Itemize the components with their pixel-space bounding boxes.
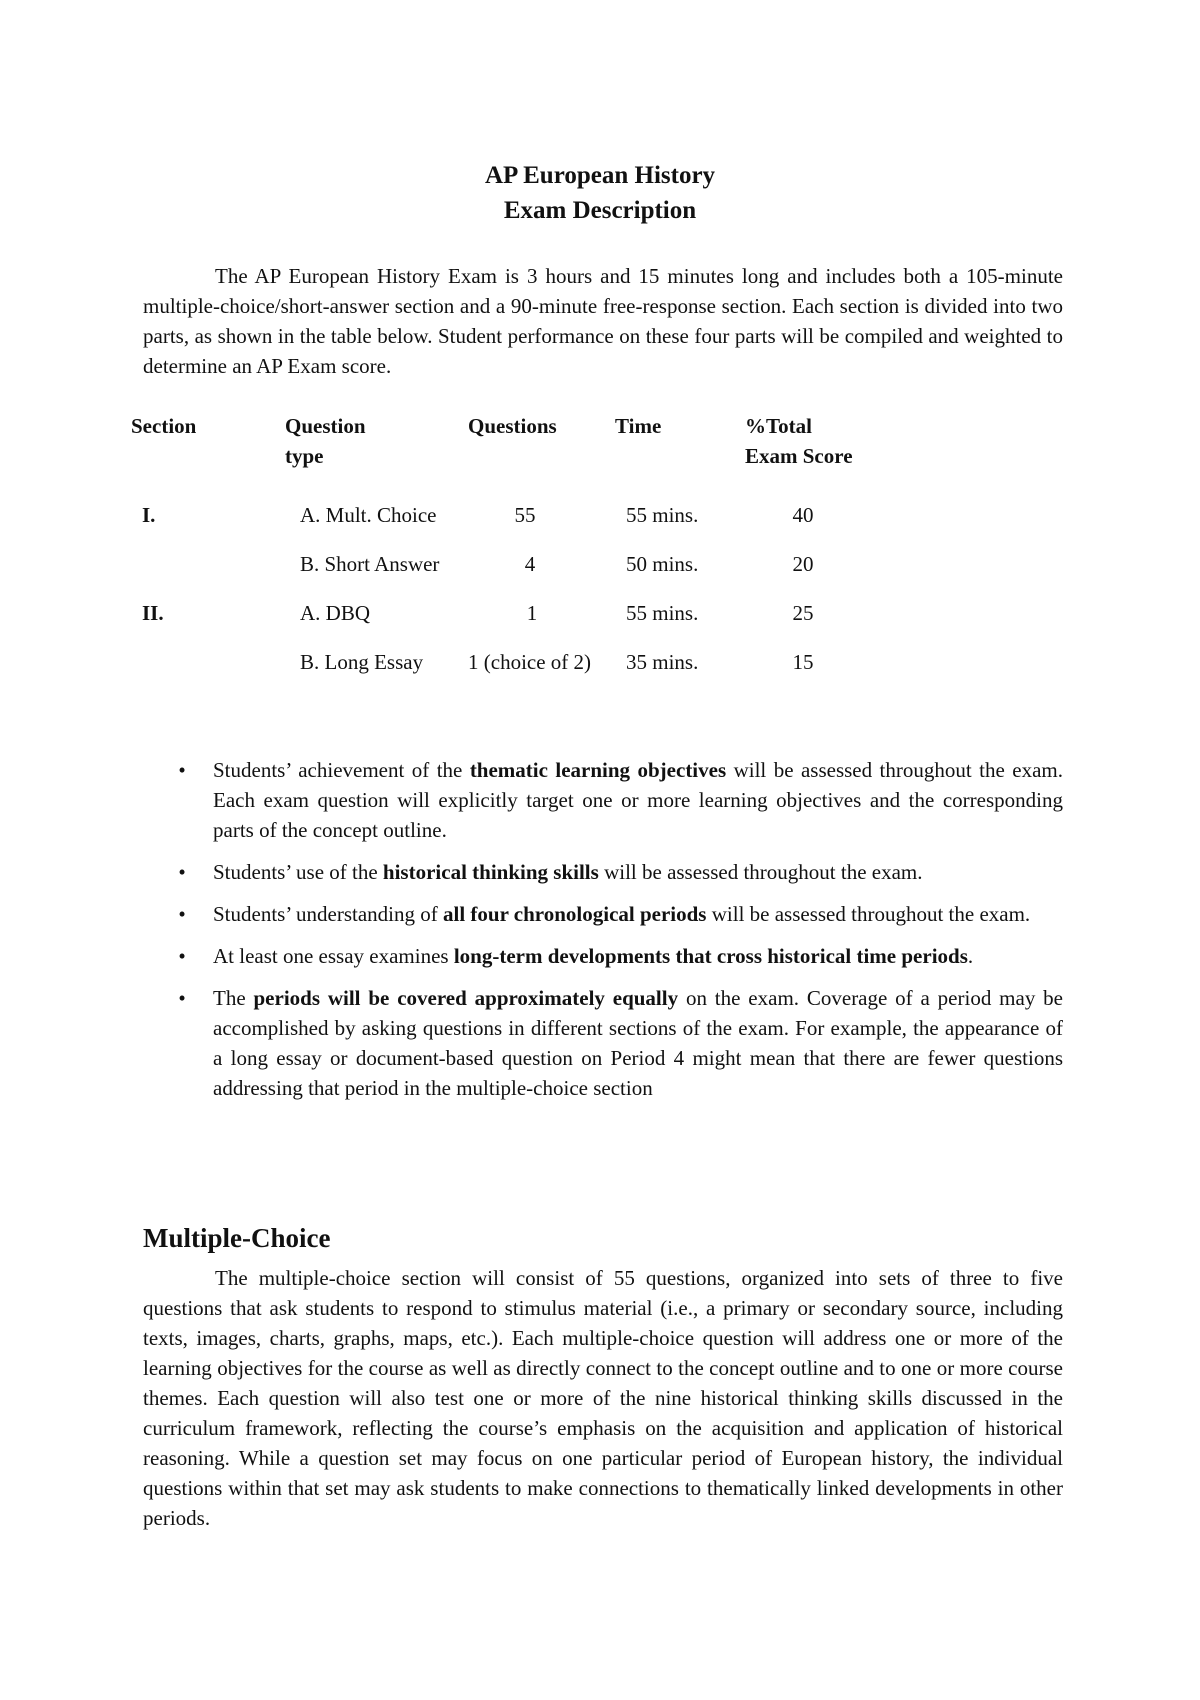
document-title xyxy=(0,158,1200,228)
list-item xyxy=(143,941,1063,971)
multiple-choice-paragraph: The multiple-choice section will consist of 55 questions, organized into sets of three to five questions that ask students to respond to stimulus material (i.e., a primary or secondary source, including texts, images, charts, graphs, maps, etc.). Each multiple-choice question will address one or more of the learning objectives for the course as well as directly connect to the concept outline and to one or more course themes. Each question will also test one or more of the nine historical thinking skills discussed in the curriculum framework, reflecting the course’s emphasis on the acquisition and application of historical reasoning. While a question set may focus on one particular period of European history, the individual questions within that set may ask students to make connections to thematically linked developments in other periods. xyxy=(143,1266,1063,1530)
list-item xyxy=(143,899,1063,929)
header-question-type-line2: type xyxy=(285,444,324,468)
bullet-text: on the exam. Coverage of a period may be accomplished by asking questions in different sections of the exam. For example, the appearance of a long essay or document-based question on Period 4 might mean that there are fewer questions addressing that period in the multiple-choice section xyxy=(213,986,1063,1100)
bullet-text: Students’ understanding of xyxy=(213,902,443,926)
list-item xyxy=(143,983,1063,1103)
multiple-choice-heading: Multiple-Choice xyxy=(143,1223,331,1253)
table-cell-questions: 1 (choice of 2) xyxy=(468,650,592,674)
table-cell-questions: 4 xyxy=(524,552,536,576)
bullet-icon: • xyxy=(178,986,186,1010)
table-cell-type: B. Long Essay xyxy=(300,650,424,674)
header-question-type-line1: Question xyxy=(285,414,366,438)
header-time: Time xyxy=(615,414,662,438)
bullet-list xyxy=(143,755,1063,1115)
header-questions: Questions xyxy=(468,414,557,438)
bullet-text: At least one essay examines xyxy=(213,944,454,968)
bullet-icon: • xyxy=(178,758,186,782)
header-question-type xyxy=(285,411,366,471)
header-score xyxy=(745,411,853,471)
table-cell-type: B. Short Answer xyxy=(300,552,440,576)
bullet-icon: • xyxy=(178,902,186,926)
table-cell-questions: 1 xyxy=(526,601,538,625)
table-cell-type: A. DBQ xyxy=(300,601,371,625)
bullet-text: Students’ use of the xyxy=(213,860,383,884)
table-cell-section: I. xyxy=(142,503,156,527)
table-cell-time: 55 mins. xyxy=(626,503,699,527)
table-cell-time: 55 mins. xyxy=(626,601,699,625)
header-score-line2: Exam Score xyxy=(745,444,853,468)
bullet-bold-text: thematic learning objectives xyxy=(469,758,727,782)
header-section: Section xyxy=(131,414,197,438)
title-line-2: Exam Description xyxy=(503,197,697,224)
table-cell-score: 40 xyxy=(792,503,814,527)
table-cell-section: II. xyxy=(142,601,164,625)
table-cell-score: 15 xyxy=(792,650,814,674)
table-cell-type: A. Mult. Choice xyxy=(300,503,437,527)
bullet-text: will be assessed throughout the exam. xyxy=(598,860,923,884)
table-cell-questions: 55 xyxy=(514,503,536,527)
bullet-text: will be assessed throughout the exam. Each exam question will explicitly target one or more learning objectives and the corresponding parts of the concept outline. xyxy=(213,758,1063,842)
bullet-text: The xyxy=(213,986,254,1010)
bullet-icon: • xyxy=(178,944,186,968)
list-item xyxy=(143,857,1063,887)
intro-paragraph: The AP European History Exam is 3 hours and 15 minutes long and includes both a 105-minute multiple-choice/short-answer section and a 90-minute free-response section. Each section is divided into two parts, as shown in the table below. Student performance on these four parts will be compiled and weighted to determine an AP Exam score. xyxy=(143,264,1063,378)
list-item xyxy=(143,755,1063,845)
table-cell-time: 50 mins. xyxy=(626,552,699,576)
bullet-bold-text: long-term developments that cross historical time periods xyxy=(453,944,968,968)
bullet-bold-text: historical thinking skills xyxy=(382,860,599,884)
header-score-line1: %Total xyxy=(745,414,812,438)
bullet-bold-text: all four chronological periods xyxy=(443,902,707,926)
title-line-1: AP European History xyxy=(484,162,716,189)
table-cell-score: 20 xyxy=(792,552,814,576)
bullet-bold-text: periods will be covered approximately equally xyxy=(253,986,679,1010)
bullet-text: Students’ achievement of the xyxy=(213,758,470,782)
table-cell-score: 25 xyxy=(792,601,814,625)
bullet-text: will be assessed throughout the exam. xyxy=(706,902,1031,926)
table-cell-time: 35 mins. xyxy=(626,650,699,674)
bullet-text: . xyxy=(967,944,974,968)
bullet-icon: • xyxy=(178,860,186,884)
